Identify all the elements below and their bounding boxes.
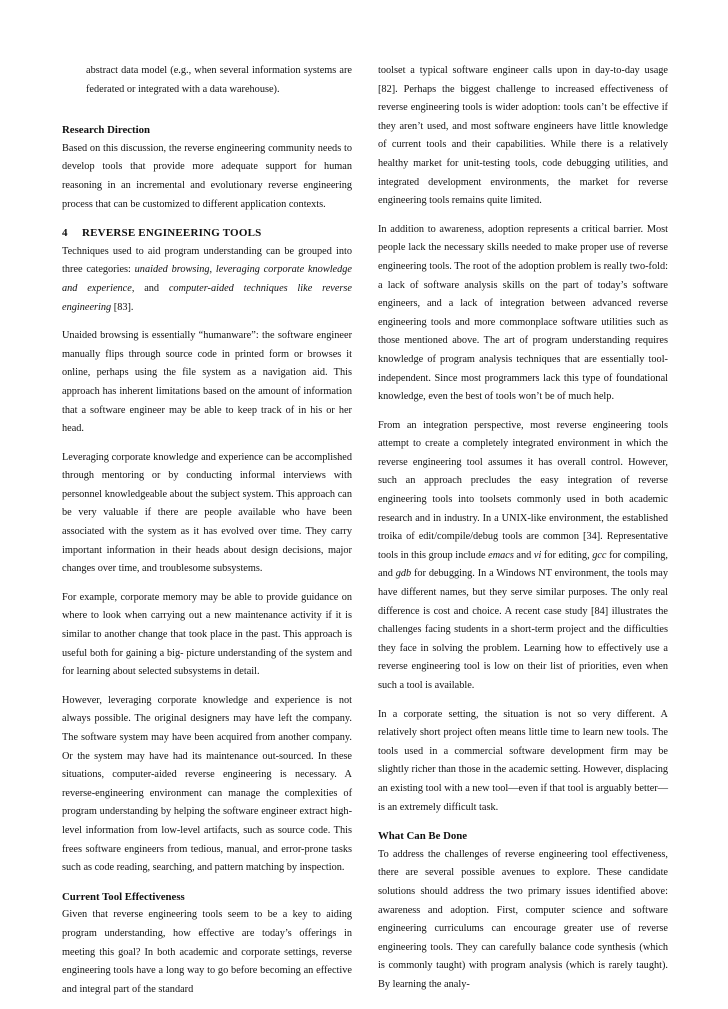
paragraph-toolset: toolset a typical software engineer calls upon in day-to-day usage [82]. Perhaps the biggest challenge to increased effectiveness of reverse engineering tools is wider adoption: tools can’t be effective if they aren’t used, and most software engineers have little knowledge of current tools and their capabilities. While there is a relatively healthy market for unit-testing tools, code debugging utilities, and integrated development environments, the market for reverse engineering tools remains quite limited. bbox=[378, 65, 668, 207]
paragraph-however: However, leveraging corporate knowledge and experience is not always possible. The original designers may have left the company. The software system may have been acquired from another company. Or the system may have had its maintenance out-sourced. In these situations, computer-aided reverse engineering is necessary. A reverse-engineering environment can manage the complexities of program understanding by helping the software engineer extract high-level information from low-level artifacts, such as source code. This frees software engineers from tedious, manual, and error-prone tasks such as code reading, searching, and pattern matching by inspection. bbox=[62, 694, 352, 874]
what-can-be-done-heading: What Can Be Done bbox=[378, 830, 468, 843]
right-column bbox=[378, 62, 668, 1005]
paragraph-unaided: Unaided browsing is essentially “humanware”: the software engineer manually flips through source code in printed form or browses it online, perhaps using the file system as a navigation aid. This approach has inherent limitations based on the amount of information that a software engineer may be able to keep track of in his or her head. bbox=[62, 330, 352, 435]
paragraph-corporate: In a corporate setting, the situation is not so very different. A relatively short project often means little time to learn new tools. The tools used in a commercial software development firm may be slightly richer than those in the academic setting. However, displacing an existing tool with a new tool—even if that tool is arguably better—is an extremely difficult task. bbox=[378, 708, 668, 813]
paragraph-example: For example, corporate memory may be able to provide guidance on where to look when carrying out a new maintenance activity if it is similar to another change that took place in the past. This approach is useful both for gaining a big- picture understanding of the system and for learning about selected subsystems in detail. bbox=[62, 591, 352, 678]
intro-continuation: abstract data model (e.g., when several information systems are federated or integrated with a data warehouse). bbox=[86, 65, 352, 95]
paragraph-awareness: In addition to awareness, adoption represents a critical barrier. Most people lack the necessary skills needed to make proper use of reverse engineering tools. The root of the adoption problem is really two-fold: a lack of software analysis skills on the part of today’s software engineers, and a lack of integration between advanced reverse engineering tools and more commonplace software utilities such as those mentioned above. The art of program understanding requires knowledge of program analysis techniques that are essentially tool-independent. Since most programmers lack this type of foundational knowledge, even the best of tools won’t be of much help. bbox=[378, 223, 668, 403]
citation: [83]. bbox=[111, 301, 134, 313]
current-tool-heading: Current Tool Effectiveness bbox=[62, 890, 185, 903]
section-number: 4 bbox=[62, 227, 68, 240]
left-column bbox=[62, 62, 352, 1009]
text: and bbox=[513, 549, 534, 561]
category-unaided: unaided browsing bbox=[134, 264, 210, 276]
sep: , bbox=[209, 264, 216, 276]
tool-emacs: emacs bbox=[488, 549, 514, 561]
text: for debugging. In a Windows NT environment, the tools may have different names, but they serve similar purposes. The only real difference is cost and choice. A recent case study [84] illustrates the challenges facing students in a short-term project and the difficulties they face in solving the problem. Learning how to effectively use a reverse engineering tool is low on their list of priorities, even when such a tool is available. bbox=[378, 568, 668, 691]
what-can-be-done-text: To address the challenges of reverse engineering tool effectiveness, there are several possible avenues to explore. These candidate solutions should address the two primary issues identified above: awareness and adoption. First, computer science and software engineering curriculums can encourage greater use of reverse engineering tools. They can carefully balance code synthesis (which is commonly taught) with program analysis (which is rarely taught). By learning the analy- bbox=[378, 848, 668, 990]
section-title: REVERSE ENGINEERING TOOLS bbox=[82, 227, 262, 240]
research-direction-heading: Research Direction bbox=[62, 124, 151, 137]
text: for editing, bbox=[541, 549, 593, 561]
section-4-intro bbox=[62, 243, 352, 317]
tool-vi: vi bbox=[533, 549, 542, 561]
category-leveraging: leveraging corporate knowledge and experience bbox=[62, 264, 352, 294]
paragraph-leveraging: Leveraging corporate knowledge and experience can be accomplished through mentoring or by conducting informal interviews with personnel knowledgeable about the subject system. This approach can be very valuable if there are people available who have been associated with the system as it has evolved over time. They carry important information in their heads about design decisions, major changes over time, and troublesome subsystems. bbox=[62, 451, 352, 575]
research-direction-text: Based on this discussion, the reverse engineering community needs to develop tools that provide more adequate support for human reasoning in an incremental and evolutionary reverse engineering process that can be customized to different application contexts. bbox=[62, 142, 352, 210]
text: From an integration perspective, most reverse engineering tools attempt to create a completely integrated environment in which the reverse engineering tool assumes it has overall control. However, such an approach precludes the easy integration of reverse engineering tools into toolsets commonly used in both academic research and in industry. In a UNIX-like environment, the established troika of edit/compile/debug tools are common [34]. Representative tools in this group include bbox=[378, 419, 668, 561]
text: for compiling, and bbox=[378, 549, 669, 580]
tool-gdb: gdb bbox=[395, 568, 412, 580]
intro-text: Techniques used to aid program understanding can be grouped into three categories: bbox=[62, 245, 352, 276]
paragraph-integration bbox=[378, 417, 668, 696]
category-computer-aided: computer-aided techniques like reverse engineering bbox=[62, 282, 353, 313]
tool-gcc: gcc bbox=[592, 549, 607, 561]
section-4-heading bbox=[62, 224, 352, 243]
current-tool-text: Given that reverse engineering tools seem to be a key to aiding program understanding, how effective are today’s offerings in meeting this goal? In both academic and corporate settings, reverse engineering tools have a long way to go before becoming an effective and integral part of the standard bbox=[62, 909, 352, 995]
sep: , and bbox=[131, 282, 169, 294]
